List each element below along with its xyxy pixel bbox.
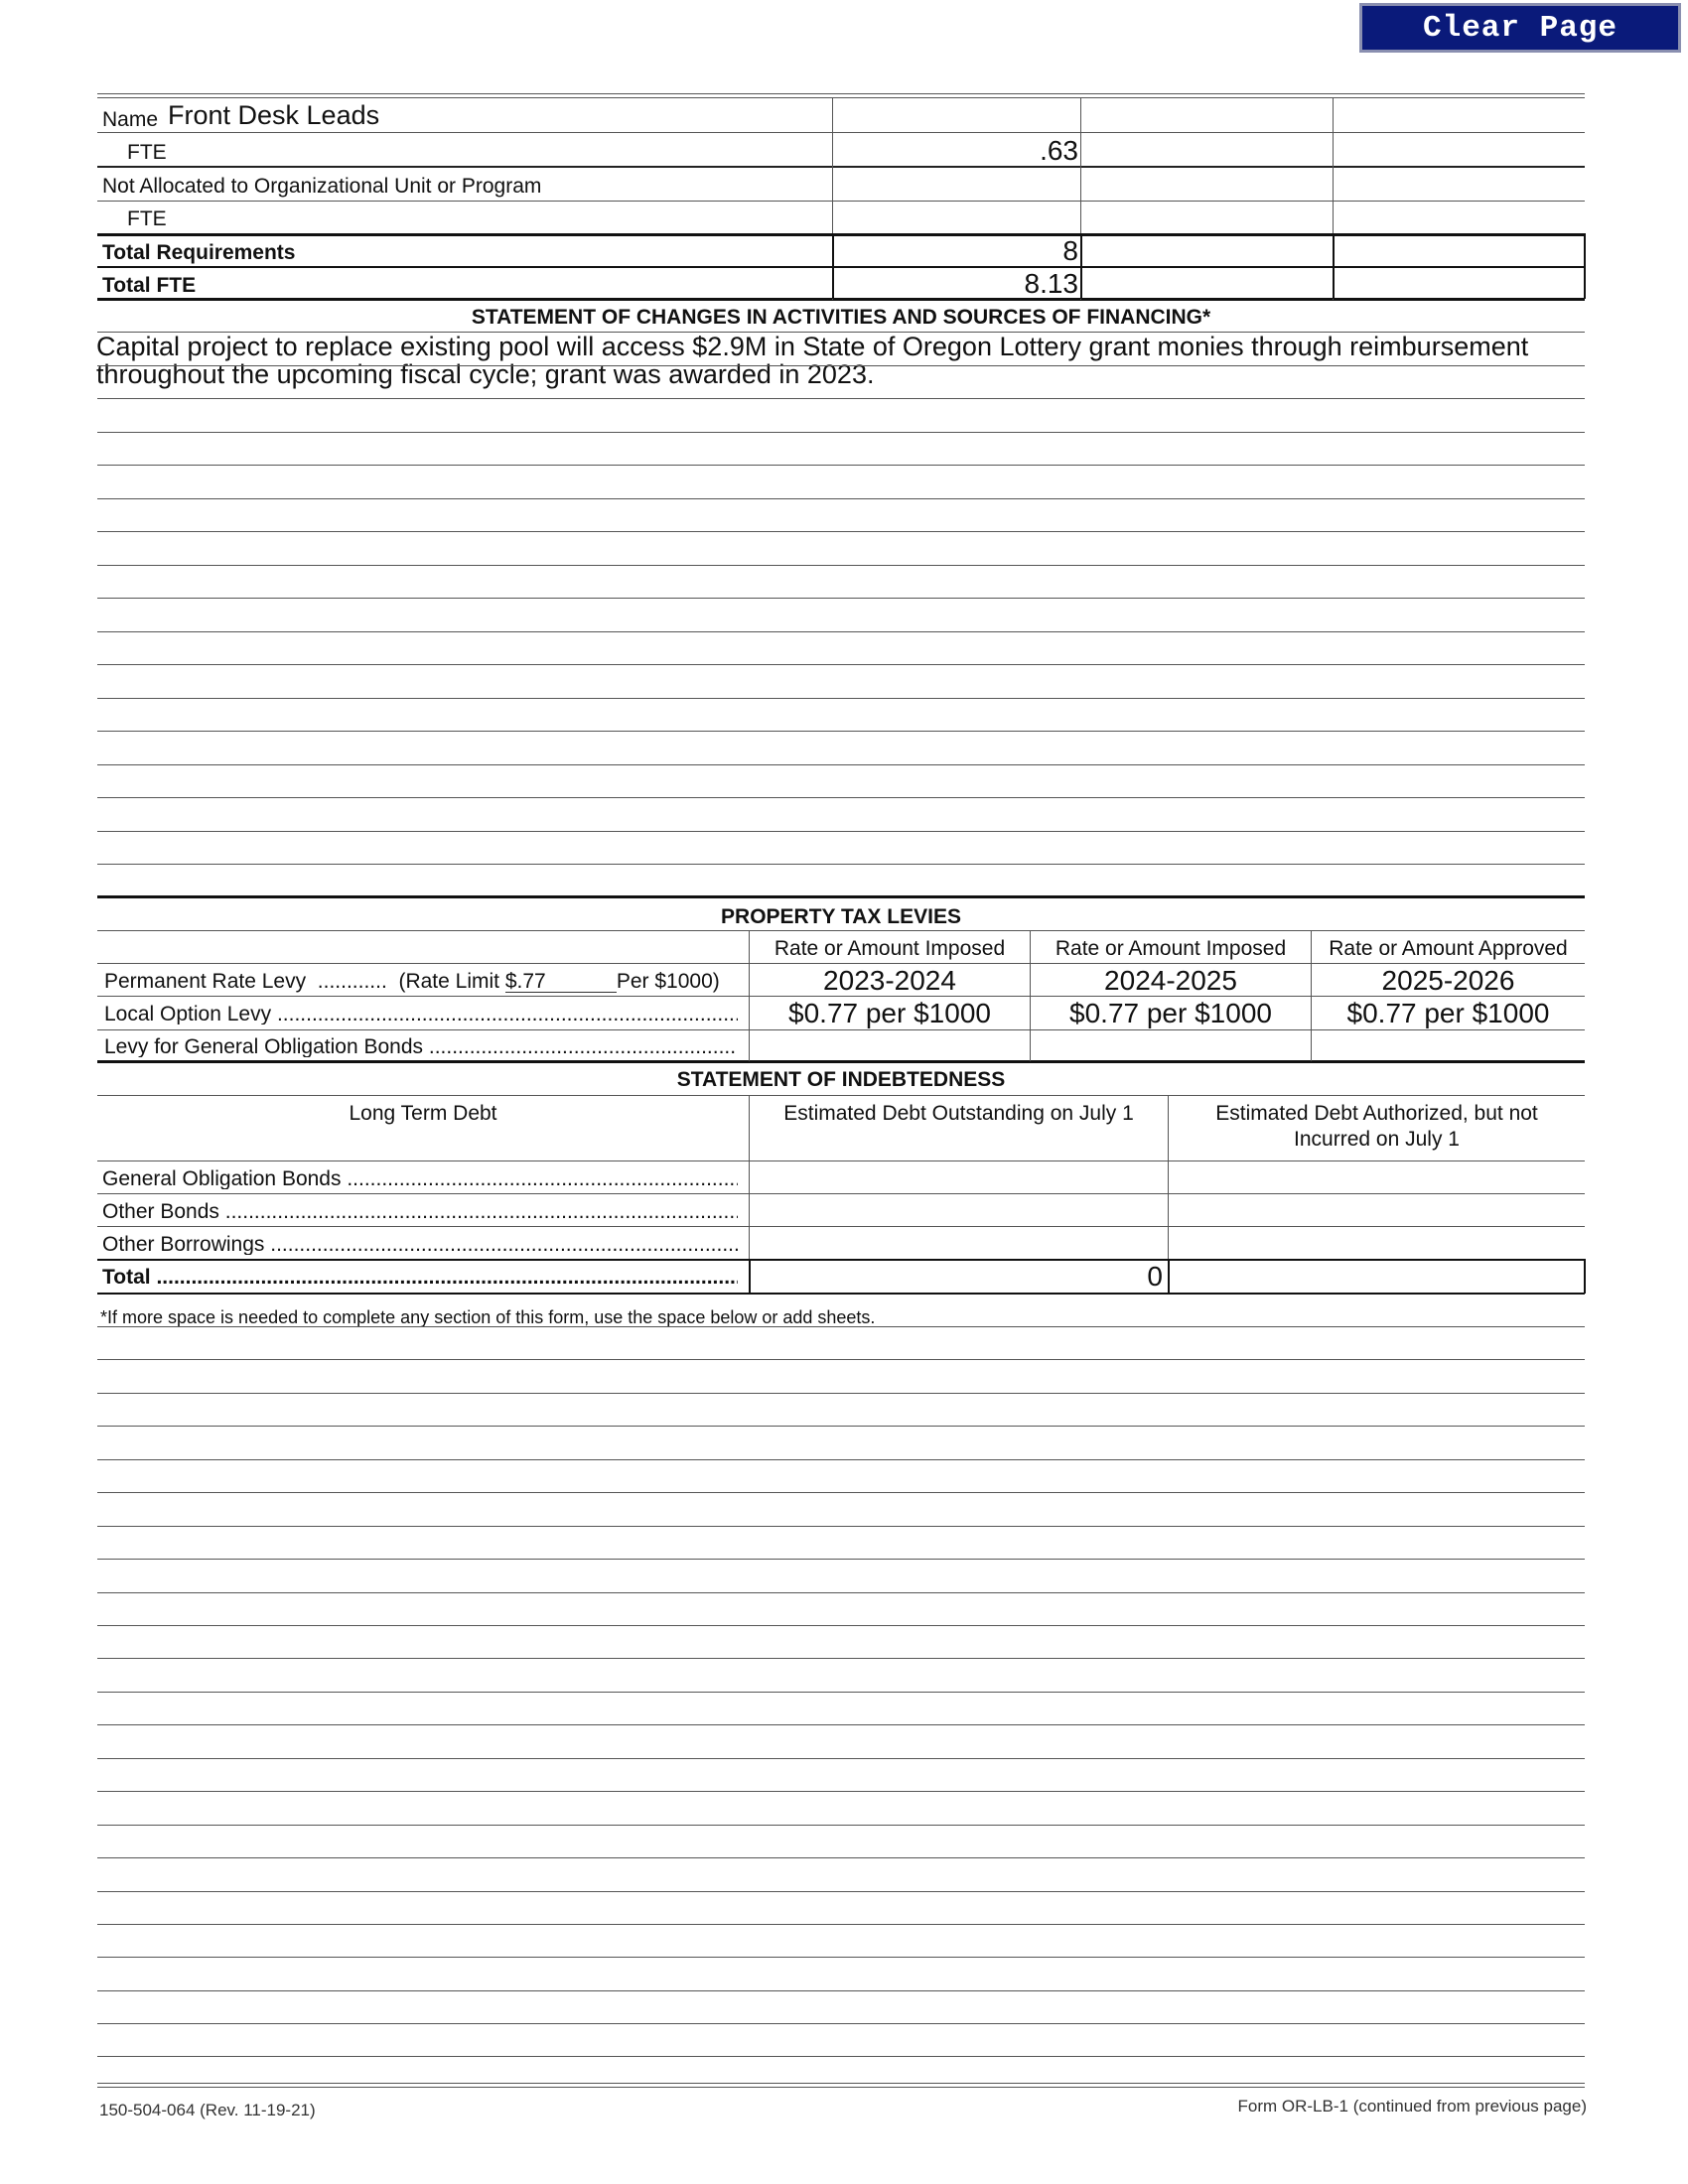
row-rule: [97, 963, 1585, 964]
per-label: Per $1000): [616, 970, 720, 993]
permanent-rate-text: Permanent Rate Levy: [104, 970, 307, 993]
writing-line: [97, 1724, 1585, 1725]
row-rule: [97, 1160, 1585, 1161]
levy-col-header-3: Rate or Amount Approved: [1329, 937, 1568, 960]
row-rule: [97, 266, 1585, 268]
writing-line: [97, 1891, 1585, 1892]
go-bonds-row-label: General Obligation Bonds .....: [102, 1168, 738, 1189]
row-rule: [97, 298, 1585, 301]
long-term-debt-header: Long Term Debt: [349, 1102, 497, 1125]
writing-line: [97, 1990, 1585, 1991]
writing-line: [97, 2056, 1585, 2057]
writing-line: [97, 1791, 1585, 1792]
col-divider: [1168, 1259, 1170, 1294]
row-rule: [97, 1029, 1585, 1030]
not-allocated-label: Not Allocated to Organizational Unit or Program: [102, 175, 542, 198]
levies-heading: PROPERTY TAX LEVIES: [721, 905, 961, 928]
writing-line: [97, 631, 1585, 632]
writing-line: [97, 498, 1585, 499]
writing-line: [97, 1426, 1585, 1427]
row-rule: [97, 1226, 1585, 1227]
changes-text-line-2[interactable]: throughout the upcoming fiscal cycle; grant was awarded in 2023.: [96, 359, 875, 389]
writing-line: [97, 1625, 1585, 1626]
row-rule: [97, 996, 1585, 997]
form-number: 150-504-064 (Rev. 11-19-21): [99, 2101, 316, 2119]
writing-line: [97, 1359, 1585, 1360]
name-label: Name: [102, 108, 159, 131]
top-rule: [97, 93, 1585, 94]
other-bonds-row-label: Other Bonds .....: [102, 1201, 738, 1222]
year-cell-3[interactable]: 2025-2026: [1381, 965, 1515, 996]
col-divider: [1080, 233, 1082, 299]
writing-line: [97, 1559, 1585, 1560]
total-requirements-field[interactable]: 8: [1062, 235, 1078, 266]
total-fte-label: Total FTE: [102, 274, 197, 297]
changes-heading: STATEMENT OF CHANGES IN ACTIVITIES AND SOURCES OF FINANCING*: [471, 306, 1211, 329]
other-borrowings-row-label: Other Borrowings .....: [102, 1234, 738, 1255]
leader-dots: ............: [317, 970, 387, 993]
top-rule-2: [97, 97, 1585, 98]
col-divider: [1333, 233, 1335, 299]
local-option-label: Local Option Levy .....: [104, 1004, 738, 1024]
local-option-cell-2[interactable]: $0.77 per $1000: [1069, 998, 1272, 1028]
fte-label-2: FTE: [127, 207, 167, 230]
writing-line: [97, 1592, 1585, 1593]
writing-line: [97, 1825, 1585, 1826]
year-cell-1[interactable]: 2023-2024: [823, 965, 956, 996]
writing-line: [97, 365, 1585, 366]
col-divider: [1584, 233, 1586, 299]
writing-line: [97, 531, 1585, 532]
writing-line: [97, 831, 1585, 832]
fte-label: FTE: [127, 141, 167, 164]
writing-line: [97, 797, 1585, 798]
row-rule: [97, 1193, 1585, 1194]
local-option-cell-1[interactable]: $0.77 per $1000: [788, 998, 991, 1028]
row-rule: [97, 930, 1585, 931]
changes-text-line-1[interactable]: Capital project to replace existing pool will access $2.9M in State of Oregon Lottery grant monies through reimbursement: [96, 332, 1529, 361]
rate-limit-label: (Rate Limit: [398, 970, 499, 993]
writing-line: [97, 565, 1585, 566]
writing-line: [97, 698, 1585, 699]
writing-line: [97, 1492, 1585, 1493]
writing-line: [97, 432, 1585, 433]
section-rule: [97, 895, 1585, 898]
levy-col-header-2: Rate or Amount Imposed: [1055, 937, 1287, 960]
debt-authorized-header-1: Estimated Debt Authorized, but not: [1215, 1102, 1538, 1125]
go-bonds-levy-label: Levy for General Obligation Bonds .....: [104, 1036, 738, 1057]
writing-line: [97, 2023, 1585, 2024]
row-rule: [97, 201, 1585, 202]
name-field[interactable]: Front Desk Leads: [168, 100, 380, 130]
writing-line: [97, 1957, 1585, 1958]
section-rule: [97, 1060, 1585, 1063]
writing-line: [97, 398, 1585, 399]
local-option-cell-3[interactable]: $0.77 per $1000: [1346, 998, 1550, 1028]
footnote: *If more space is needed to complete any section of this form, use the space below or add sheets.: [100, 1307, 876, 1327]
total-requirements-label: Total Requirements: [102, 241, 296, 264]
total-debt-label: Total .....: [102, 1267, 738, 1288]
writing-line: [97, 1692, 1585, 1693]
writing-line: [97, 1326, 1585, 1327]
writing-line: [97, 1658, 1585, 1659]
writing-line: [97, 1857, 1585, 1858]
col-divider: [749, 1259, 751, 1294]
writing-line: [97, 1758, 1585, 1759]
levy-col-header-1: Rate or Amount Imposed: [774, 937, 1006, 960]
debt-authorized-header-2: Incurred on July 1: [1294, 1128, 1460, 1151]
permanent-rate-label: [104, 971, 720, 993]
indebtedness-heading: STATEMENT OF INDEBTEDNESS: [676, 1068, 1006, 1091]
writing-line: [97, 864, 1585, 865]
fte-field[interactable]: .63: [1040, 135, 1078, 166]
writing-line: [97, 1459, 1585, 1460]
writing-line: [97, 731, 1585, 732]
rate-limit-field[interactable]: $.77: [505, 971, 617, 993]
row-rule: [97, 166, 1585, 168]
row-rule: [97, 1293, 1585, 1295]
writing-line: [97, 598, 1585, 599]
col-divider: [832, 233, 834, 299]
bottom-rule: [97, 2083, 1585, 2084]
total-fte-field[interactable]: 8.13: [1024, 268, 1078, 299]
bottom-rule-2: [97, 2087, 1585, 2088]
writing-line: [97, 664, 1585, 665]
row-rule: [97, 233, 1585, 236]
total-debt-outstanding-field[interactable]: 0: [1147, 1261, 1163, 1292]
writing-line: [97, 1393, 1585, 1394]
row-rule: [97, 1095, 1585, 1096]
row-rule: [97, 132, 1585, 133]
clear-page-button[interactable]: Clear Page: [1359, 3, 1681, 53]
year-cell-2[interactable]: 2024-2025: [1104, 965, 1237, 996]
writing-line: [97, 465, 1585, 466]
row-rule: [97, 1259, 1585, 1261]
writing-line: [97, 1924, 1585, 1925]
writing-line: [97, 1526, 1585, 1527]
form-name: Form OR-LB-1 (continued from previous page): [1237, 2097, 1587, 2116]
debt-outstanding-header: Estimated Debt Outstanding on July 1: [783, 1102, 1134, 1125]
writing-line: [97, 764, 1585, 765]
col-divider: [1584, 1259, 1586, 1294]
